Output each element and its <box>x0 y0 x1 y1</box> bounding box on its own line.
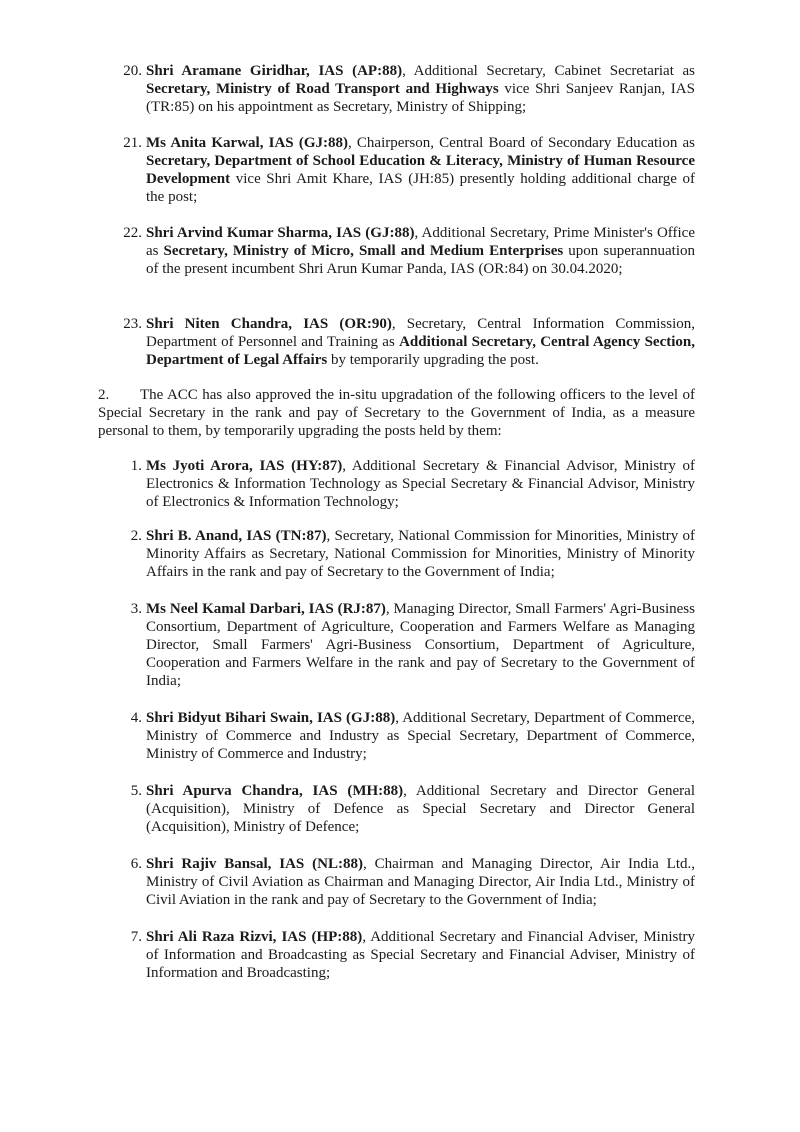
officer-name: Ms Jyoti Arora, IAS (HY:87) <box>146 458 343 474</box>
item-text: , Managing Director, Small Farmers' Agri-Business Consortium, Department of Agriculture, Cooperation and Farmers Welfare as Managing Director, Small Farmers' Agri-Business Consortium, Department of Agriculture, Cooperation and Farmers Welfare in the rank and pay of Secretary to the Government of India; <box>146 601 695 689</box>
officer-name: Shri Aramane Giridhar, IAS (AP:88) <box>146 63 403 79</box>
officer-name: Shri Rajiv Bansal, IAS (NL:88) <box>146 856 363 872</box>
upgradation-item <box>130 928 695 982</box>
upgradation-item <box>130 782 696 836</box>
officer-name: Shri Arvind Kumar Sharma, IAS (GJ:88) <box>146 225 415 241</box>
item-text: , Chairperson, Central Board of Secondary Education as <box>347 135 695 151</box>
officer-name: Shri Ali Raza Rizvi, IAS (HP:88) <box>146 929 363 945</box>
item-text: , Additional Secretary, Department of Commerce, Ministry of Commerce and Industry as Special Secretary, Department of Commerce, Ministry of Commerce and Industry; <box>146 710 695 762</box>
officer-name: Ms Anita Karwal, IAS (GJ:88) <box>146 135 348 151</box>
item-number: 6. <box>130 856 142 872</box>
item-text: , Additional Secretary and Financial Adviser, Ministry of Information and Broadcasting as Special Secretary and Financial Adviser, Ministry of Information and Broadcasting; <box>146 929 695 981</box>
item-text: , Chairman and Managing Director, Air India Ltd., Ministry of Civil Aviation as Chairman and Managing Director, Air India Ltd., Ministry of Civil Aviation in the rank and pay of Secretary to the Government of India; <box>146 856 695 908</box>
post-title: Secretary, Department of School Education & Literacy, Ministry of Human Resource Development <box>146 153 695 187</box>
post-title: Additional Secretary, Central Agency Section, Department of Legal Affairs <box>146 334 695 368</box>
upgradation-item <box>130 709 695 763</box>
appointment-item <box>123 62 696 116</box>
item-number: 4. <box>130 710 142 726</box>
item-text: , Additional Secretary, Cabinet Secretariat as <box>402 63 696 79</box>
item-text: , Additional Secretary, Prime Minister's Office as <box>146 225 695 259</box>
item-text: upon superannuation of the present incumbent Shri Arun Kumar Panda, IAS (OR:84) on 30.04.2020; <box>146 243 695 277</box>
item-number: 22. <box>123 225 142 241</box>
item-number: 23. <box>123 316 142 332</box>
upgradation-item <box>130 600 695 690</box>
item-text: , Secretary, National Commission for Minorities, Ministry of Minority Affairs as Secretary, National Commission for Minorities, Ministry of Minority Affairs in the rank and pay of Secretary to the Government of India; <box>146 528 696 580</box>
item-text: vice Shri Sanjeev Ranjan, IAS (TR:85) on his appointment as Secretary, Ministry of Shipping; <box>146 81 695 115</box>
paragraph-text: The ACC has also approved the in-situ upgradation of the following officers to the level of Special Secretary in the rank and pay of Secretary to the Government of India, as a measure personal to them, by temporarily upgrading the posts held by them: <box>98 387 695 439</box>
post-title: Secretary, Ministry of Road Transport and Highways <box>146 81 499 97</box>
officer-name: Ms Neel Kamal Darbari, IAS (RJ:87) <box>146 601 386 617</box>
item-number: 5. <box>130 783 142 799</box>
item-text: , Additional Secretary & Financial Advisor, Ministry of Electronics & Information Technology as Special Secretary & Financial Advisor, Ministry of Electronics & Information Technology; <box>146 458 695 510</box>
upgradation-item <box>130 457 695 511</box>
officer-name: Shri Apurva Chandra, IAS (MH:88) <box>146 783 404 799</box>
post-title: Secretary, Ministry of Micro, Small and Medium Enterprises <box>163 243 564 259</box>
paragraph-2 <box>98 386 695 440</box>
item-text: vice Shri Amit Khare, IAS (JH:85) presently holding additional charge of the post; <box>146 171 695 205</box>
item-text: by temporarily upgrading the post. <box>327 352 539 368</box>
item-number: 1. <box>130 458 142 474</box>
item-text: , Additional Secretary and Director General (Acquisition), Ministry of Defence as Special Secretary and Director General (Acquisition), Ministry of Defence; <box>146 783 696 835</box>
upgradation-item <box>130 855 695 909</box>
officer-name: Shri Bidyut Bihari Swain, IAS (GJ:88) <box>146 710 396 726</box>
paragraph-number: 2. <box>98 387 110 403</box>
upgradation-item <box>130 527 696 581</box>
officer-name: Shri Niten Chandra, IAS (OR:90) <box>146 316 392 332</box>
appointment-item <box>123 134 695 206</box>
item-number: 21. <box>123 135 142 151</box>
item-number: 3. <box>130 601 142 617</box>
officer-name: Shri B. Anand, IAS (TN:87) <box>146 528 327 544</box>
item-number: 2. <box>130 528 142 544</box>
item-text: , Secretary, Central Information Commission, Department of Personnel and Training as <box>146 316 695 350</box>
appointment-item <box>123 224 695 278</box>
appointment-item <box>123 315 695 369</box>
item-number: 7. <box>130 929 142 945</box>
item-number: 20. <box>123 63 142 79</box>
